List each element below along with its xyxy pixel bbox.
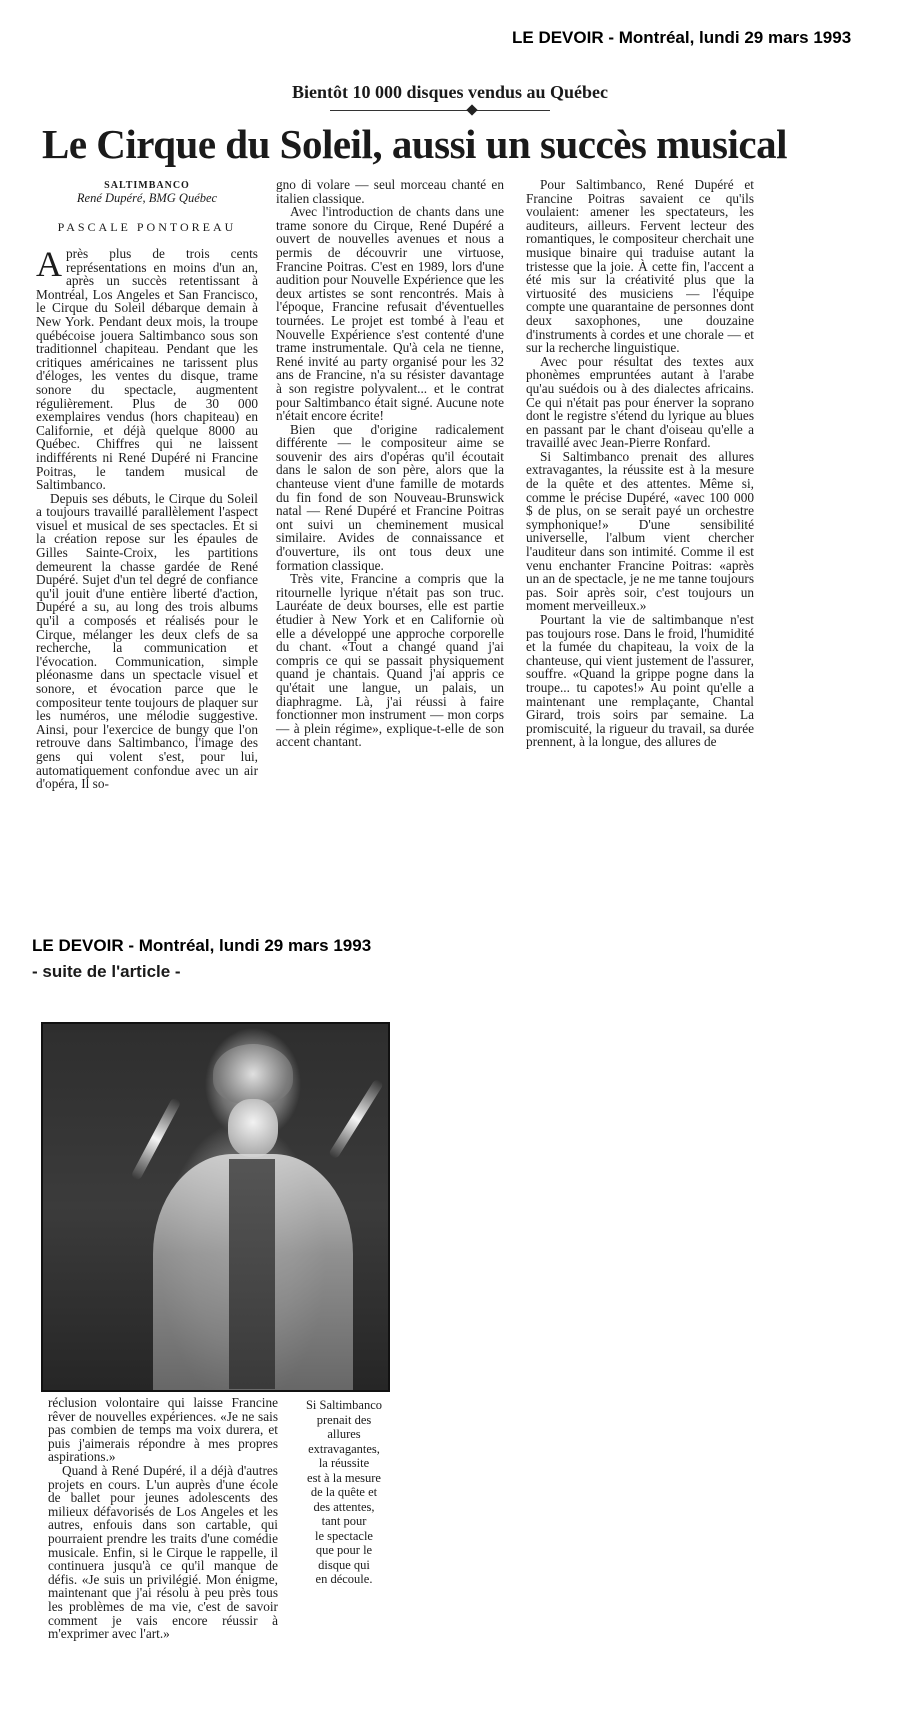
- pull-quote-line: disque qui: [318, 1557, 370, 1572]
- paragraph: Avec l'introduction de chants dans une trame sonore du Cirque, René Dupéré a ouvert de nouvelles avenues et nous a permis de découvrir une virtuose, Francine Poitras. C'est en 1989, lors d'une audition pour Nouvelle Expérience que les deux artistes se sont rencontrés. Mais à l'époque, Francine refusait d'éventuelles tournées. Le projet est tombé à l'eau et Nouvelle Expérience s'est contenté d'une trame instrumentale. Qu'à cela ne tienne, René invité au party organisé pour les 32 ans de Francine, n'a su résister davantage à son registre polyvalent... et le contrat pour Saltimbanco était signé. Aucune note n'était encore écrite!: [276, 204, 504, 424]
- byline: PASCALE PONTOREAU: [57, 220, 237, 234]
- pull-quote-line: de la quête et: [310, 1485, 378, 1499]
- performer-bodice: [229, 1159, 275, 1389]
- paragraph: Si Saltimbanco prenait des allures extravagantes, la réussite est à la mesure de la quête et des attentes. Même si, comme le précise Dupéré, «avec 100 000 $ de plus, on se serait payé un orchestre symphonique!» D'une sensibilité universelle, l'album vient chercher l'auditeur dans son intimité. Comme il est venu enchanter Francine Poitras: «après un an de spectacle, je ne me tanne toujours pas. Soir après soir, c'est toujours un moment merveilleux.»: [526, 448, 754, 614]
- pull-quote-line: la réussite: [318, 1456, 370, 1470]
- pull-quote-line: des attentes,: [313, 1499, 375, 1514]
- pull-quote-line: tant pour: [321, 1514, 367, 1528]
- paragraph: gno di volare — seul morceau chanté en italien classique.: [276, 177, 504, 206]
- paragraph: Très vite, Francine a compris que la ritournelle lyrique n'était pas son truc. Lauréate de deux bourses, elle est partie étudier à New York et en Californie où elle a développé une approche corporelle du chant. «Tout a changé quand j'ai compris ce qui se passait physiquement quand je chantais. Quand j'ai appris ce qu'était une langue, un palais, un diaphragme. Là, j'ai réussi à faire fonctionner mon instrument — mon corps — à plein régime», explique-t-elle de son accent chantant.: [276, 571, 504, 750]
- pull-quote-line: en découle.: [315, 1572, 373, 1586]
- pull-quote: [294, 1398, 394, 1587]
- paragraph-text: près plus de trois cents représentations en moins d'un an, après un succès retentissant à Montréal, Los Angeles et San Francisco, le Cirque du Soleil débarque demain à New York. Pendant deux mois, la troupe québécoise jouera Saltimbanco sous son traditionnel chapiteau. Pendant que les critiques américaines ne tarissent plus d'éloges, les ventes du disque, trame sonore du spectacle, augmentent régulièrement. Plus de 30 000 exemplaires vendus (hors chapiteau) en Californie, et déjà quelque 8000 au Québec. Chiffres qui ne laissent indifférents ni René Dupéré ni Francine Poitras, le tandem musical de Saltimbanco.: [36, 246, 258, 493]
- performer-face: [228, 1099, 278, 1157]
- paragraph: Pour Saltimbanco, René Dupéré et Francine Poitras savaient ce qu'ils voulaient: amener les spectateurs, les auditeurs, ailleurs. Fervent lecteur des romantiques, le compositeur cherchait une musique binaire qui traduise autant la tristesse que la joie. À cette fin, l'accent a été mis sur la créativité plus que la virtuosité des musiciens — l'équipe compte une quarantaine de personnes dont deux saxophones, une douzaine d'instruments à cordes et une chorale — et sur la recherche linguistique.: [526, 177, 754, 356]
- masthead-bottom: LE DEVOIR - Montréal, lundi 29 mars 1993: [32, 936, 372, 955]
- column-2: [276, 178, 504, 749]
- pull-quote-line: Si Saltimbanco: [305, 1398, 383, 1412]
- kicker-rule: [330, 110, 550, 111]
- paragraph: Pourtant la vie de saltimbanque n'est pas toujours rose. Dans le froid, l'humidité et la fumée du chapiteau, la voix de la chanteuse, qui vient justement de l'assurer, souffre. «Quand la grippe pogne dans la troupe... tu capotes!» Au point qu'elle a maintenant une remplaçante, Chantal Girard, trois soirs par semaine. La promiscuité, la rigueur du travail, sa durée prennent, à la longue, des allures de: [526, 612, 754, 750]
- pull-quote-line: prenait des: [316, 1412, 372, 1427]
- pull-quote-line: que pour le: [315, 1543, 373, 1557]
- pull-quote-line: extravagantes,: [308, 1441, 380, 1456]
- headline: Le Cirque du Soleil, aussi un succès musical: [42, 121, 787, 167]
- paragraph: réclusion volontaire qui laisse Francine rêver de nouvelles expériences. «Je ne sais pas combien de temps ma voix durera, et puis j'aimerais répondre à mes propres aspirations.»: [48, 1395, 278, 1465]
- light-streak: [328, 1078, 384, 1160]
- column-3: [526, 178, 754, 749]
- review-credit: René Dupéré, BMG Québec: [76, 191, 218, 205]
- pull-quote-line: le spectacle: [315, 1528, 373, 1543]
- paragraph: Depuis ses débuts, le Cirque du Soleil a toujours travaillé parallèlement l'aspect visuel et musical de ses spectacles. Et si la création repose sur les épaules de Gilles Sainte-Croix, les partitions demeurent la chasse gardée de René Dupéré. Sujet d'un tel degré de confiance qu'il jouit d'une entière liberté d'action, Dupéré a su, au long des trois albums qu'il a composés et réalisés pour le Cirque, mélanger les deux clefs de sa recherche, la communication et l'évocation. Communication, simple pléonasme dans un spectacle visuel et sonore, et évocation parce que le compositeur tente toujours de plaquer sur les numéros, une mélodie suggestive. Ainsi, pour l'exercice de bungy que l'on retrouve dans Saltimbanco, l'image des gens qui volent s'est, pour lui, automatiquement confondue avec un air d'opéra, Il so-: [36, 490, 258, 792]
- pull-quote-line: est à la mesure: [307, 1470, 381, 1485]
- kicker: Bientôt 10 000 disques vendus au Québec: [291, 82, 609, 102]
- drop-cap: A: [36, 244, 62, 284]
- performer-photo: [41, 1022, 390, 1392]
- column-4: [48, 1396, 278, 1641]
- headdress: [213, 1044, 293, 1104]
- paragraph: Quand à René Dupéré, il a déjà d'autres projets en cours. L'un auprès d'une école de ballet pour jeunes adolescents des milieux défavorisés de Los Angeles et les autres, enfouis dans son cartable, qui pourraient prendre les traits d'une comédie musicale. Enfin, si le Cirque le rappelle, il continuera jusqu'à ce qu'il manque de défis. «Je suis un privilégié. Mon énigme, maintenant que j'ai résolu à peu près tous les problèmes de ma vie, c'est de savoir comment je vais encore réussir à m'exprimer avec l'art.»: [48, 1462, 278, 1642]
- column-1: [36, 180, 258, 791]
- review-title: SALTIMBANCO: [104, 180, 190, 191]
- paragraph: [36, 244, 258, 493]
- suite-label: - suite de l'article -: [32, 962, 181, 981]
- light-streak: [130, 1097, 181, 1181]
- pull-quote-line: allures: [327, 1427, 361, 1441]
- paragraph: Bien que d'origine radicalement différente — le compositeur aime se souvenir des airs d'opéras qu'il écoutait dans le salon de son père, alors que la chanteuse vient d'une famille de motards du fin fond de son Nouveau-Brunswick natal — René Dupéré et Francine Poitras ont suivi un cheminement musical similaire. Avides de connaissance et d'ouverture, ils ont tous deux une formation classique.: [276, 421, 504, 573]
- paragraph: Avec pour résultat des textes aux phonèmes empruntées autant à l'arabe qu'au suédois ou à des dialectes africains. Ce qui n'était pas pour énerver la soprano dont le registre s'étend du lyrique au blues en passant par le chant d'oiseau qu'elle a travaillé avec Jean-Pierre Ronfard.: [526, 353, 754, 451]
- rule-ornament: [466, 104, 477, 115]
- masthead-top: LE DEVOIR - Montréal, lundi 29 mars 1993: [512, 28, 852, 47]
